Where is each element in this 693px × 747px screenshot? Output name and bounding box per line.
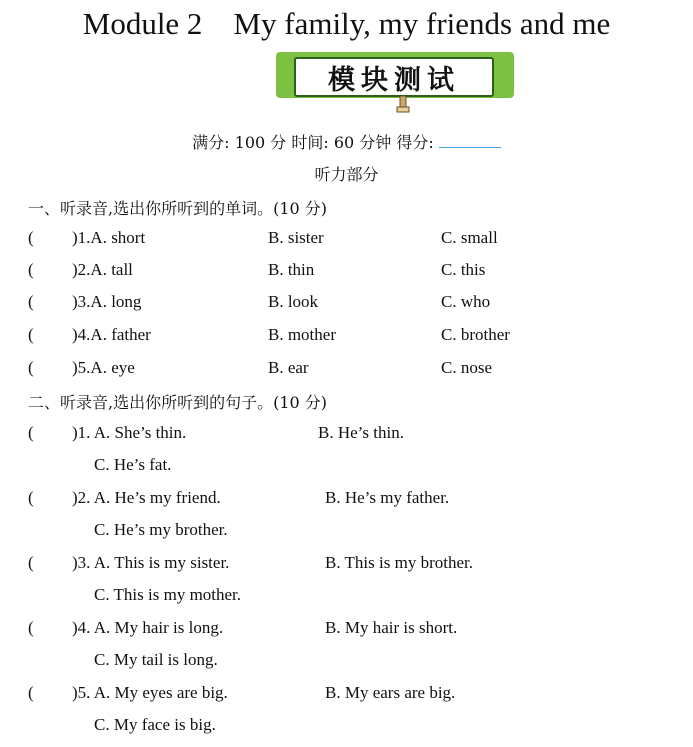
answer-paren[interactable]: ( — [28, 358, 34, 377]
option-b: B. He’s my father. — [325, 488, 450, 507]
option-c: C. My face is big. — [94, 715, 216, 734]
option-a: )2. A. He’s my friend. — [72, 488, 221, 507]
answer-paren[interactable]: ( — [28, 553, 34, 572]
option-c: C. small — [441, 228, 498, 247]
option-c: C. this — [441, 260, 486, 279]
answer-paren[interactable]: ( — [28, 292, 34, 311]
option-a: )5.A. eye — [72, 358, 135, 377]
option-b: B. My ears are big. — [325, 683, 456, 702]
option-c: C. nose — [441, 358, 492, 377]
answer-paren[interactable]: ( — [28, 325, 34, 344]
option-b: B. ear — [268, 358, 309, 377]
score-info: 满分: 100 分 时间: 60 分钟 得分: — [192, 133, 434, 152]
score-blank[interactable] — [439, 133, 501, 148]
option-b: B. thin — [268, 260, 315, 279]
option-a: )1. A. She’s thin. — [72, 423, 187, 442]
answer-paren[interactable]: ( — [28, 683, 34, 702]
score-line — [0, 130, 693, 153]
option-c: C. He’s fat. — [94, 455, 172, 474]
module-test-badge — [276, 52, 524, 116]
page-title: Module 2 My family, my friends and me — [82, 6, 611, 41]
section2-heading: 二、听录音,选出你所听到的句子。(10 分) — [28, 393, 328, 412]
pin-icon — [394, 96, 412, 114]
answer-paren[interactable]: ( — [28, 423, 34, 442]
option-a: )3.A. long — [72, 292, 142, 311]
listening-part-label: 听力部分 — [314, 165, 379, 184]
option-a: )5. A. My eyes are big. — [72, 683, 228, 702]
answer-paren[interactable]: ( — [28, 228, 34, 247]
option-b: B. He’s thin. — [318, 423, 404, 442]
answer-paren[interactable]: ( — [28, 618, 34, 637]
option-c: C. He’s my brother. — [94, 520, 228, 539]
option-a: )4. A. My hair is long. — [72, 618, 224, 637]
option-c: C. brother — [441, 325, 510, 344]
option-a: )1.A. short — [72, 228, 146, 247]
answer-paren[interactable]: ( — [28, 488, 34, 507]
answer-paren[interactable]: ( — [28, 260, 34, 279]
option-c: C. who — [441, 292, 491, 311]
section1-heading: 一、听录音,选出你所听到的单词。(10 分) — [28, 199, 328, 218]
option-b: B. This is my brother. — [325, 553, 473, 572]
badge-label: 模块测试 — [294, 57, 494, 97]
option-b: B. look — [268, 292, 319, 311]
option-a: )4.A. father — [72, 325, 151, 344]
option-c: C. This is my mother. — [94, 585, 242, 604]
option-b: B. mother — [268, 325, 336, 344]
option-c: C. My tail is long. — [94, 650, 218, 669]
option-b: B. My hair is short. — [325, 618, 458, 637]
option-a: )2.A. tall — [72, 260, 133, 279]
option-a: )3. A. This is my sister. — [72, 553, 230, 572]
option-b: B. sister — [268, 228, 324, 247]
badge-frame — [276, 52, 514, 98]
